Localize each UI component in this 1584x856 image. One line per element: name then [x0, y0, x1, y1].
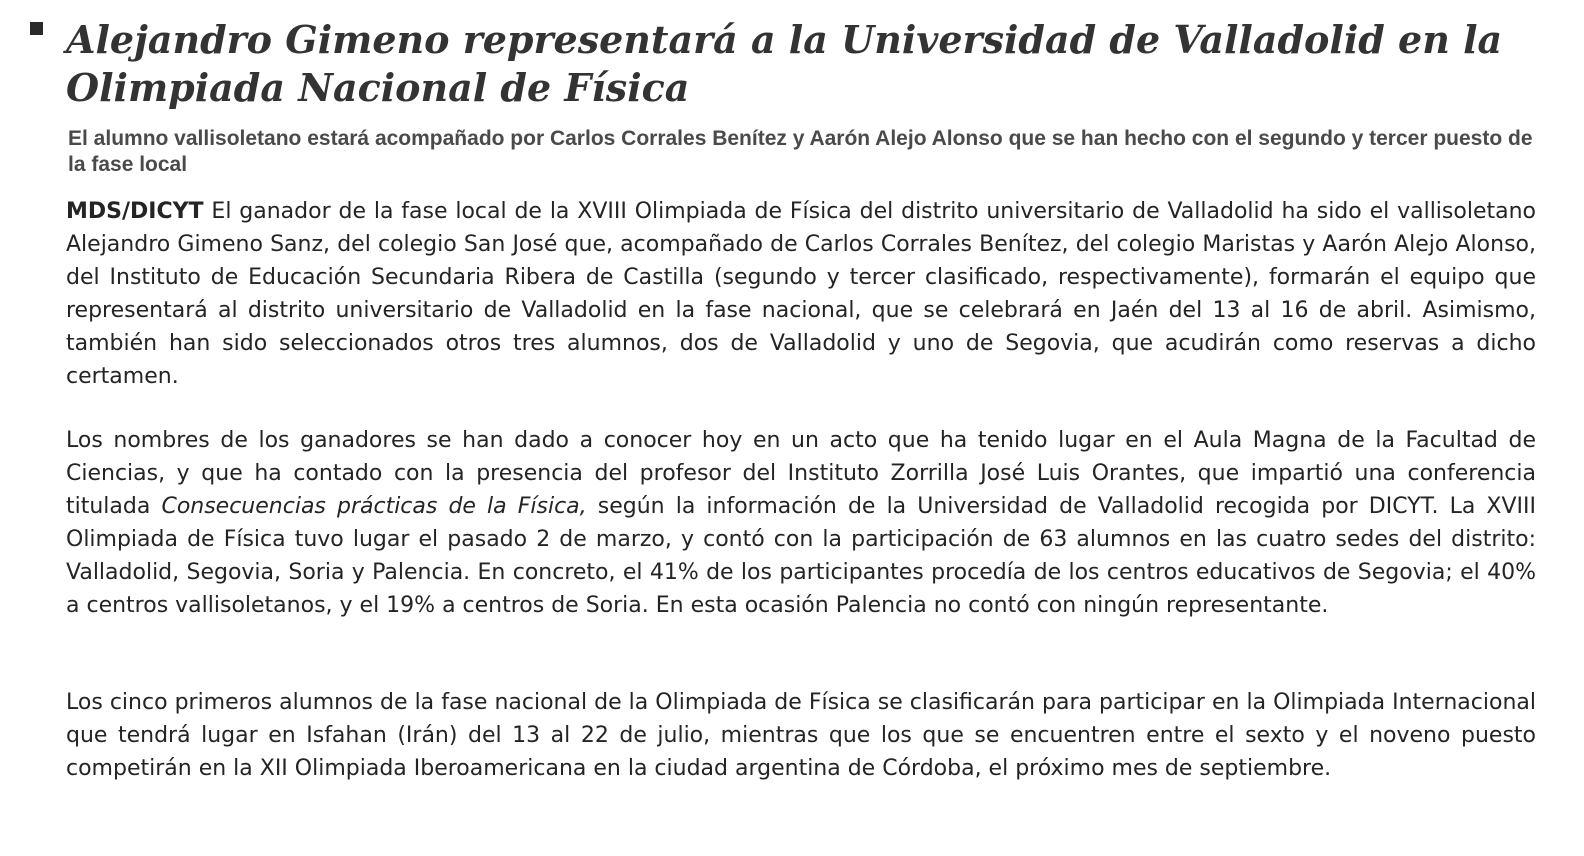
paragraph-1-text: El ganador de la fase local de la XVIII Olimpiada de Física del distrito universitario de Valladolid ha sido el vallisoletano Alejandro Gimeno Sanz, del colegio San José que, acompañado de Carlos Corrales Benítez, del colegio Maristas y Aarón Alejo Alonso, del Instituto de Educación Secundaria Ribera de Castilla (segundo y tercer clasificado, respectivamente), formarán el equipo que representará al distrito universitario de Valladolid en la fase nacional, que se celebrará en Jaén del 13 al 16 de abril. Asimismo, también han sido seleccionados otros tres alumnos, dos de Valladolid y uno de Segovia, que acudirán como reservas a dicho certamen. — [66, 199, 1536, 389]
paragraph-1 — [66, 195, 1536, 393]
paragraph-2 — [66, 424, 1536, 622]
paragraph-2-text-end: según la información de la Universidad de Valladolid recogida por DICYT. La XVIII Olimpiada de Física tuvo lugar el pasado 2 de marzo, y contó con la participación de 63 alumnos en las cuatro sedes del distrito: Valladolid, Segovia, Soria y Palencia. En concreto, el 41% de los participantes procedía de los centros educativos de Segovia; el 40% a centros vallisoletanos, y el 19% a centros de Soria. En esta ocasión Palencia no contó con ningún representante. — [66, 494, 1536, 618]
paragraph-2-text-start: Los nombres de los ganadores se han dado a conocer hoy en un acto que ha tenido lugar en el Aula Magna de la Facultad de Ciencias, y que ha contado con la presencia del profesor del Instituto Zorrilla José Luis Orantes, que impartió una conferencia titulada — [66, 428, 1536, 519]
paragraph-3: Los cinco primeros alumnos de la fase nacional de la Olimpiada de Física se clasificarán para participar en la Olimpiada Internacional que tendrá lugar en Isfahan (Irán) del 13 al 22 de julio, mientras que los que se encuentren entre el sexto y el noveno puesto competirán en la XII Olimpiada Iberoamericana en la ciudad argentina de Córdoba, el próximo mes de septiembre. — [66, 690, 1536, 781]
article-subtitle: El alumno vallisoletano estará acompañado por Carlos Corrales Benítez y Aarón Alejo Alonso que se han hecho con el segundo y tercer puesto de la fase local — [68, 127, 1533, 176]
article-headline: Alejandro Gimeno representará a la Universidad de Valladolid en la Olimpiada Nacional de Física — [66, 17, 1503, 110]
conference-title: Consecuencias prácticas de la Física, — [161, 494, 587, 519]
square-bullet-icon — [30, 22, 43, 35]
dateline: MDS/DICYT — [66, 199, 204, 224]
